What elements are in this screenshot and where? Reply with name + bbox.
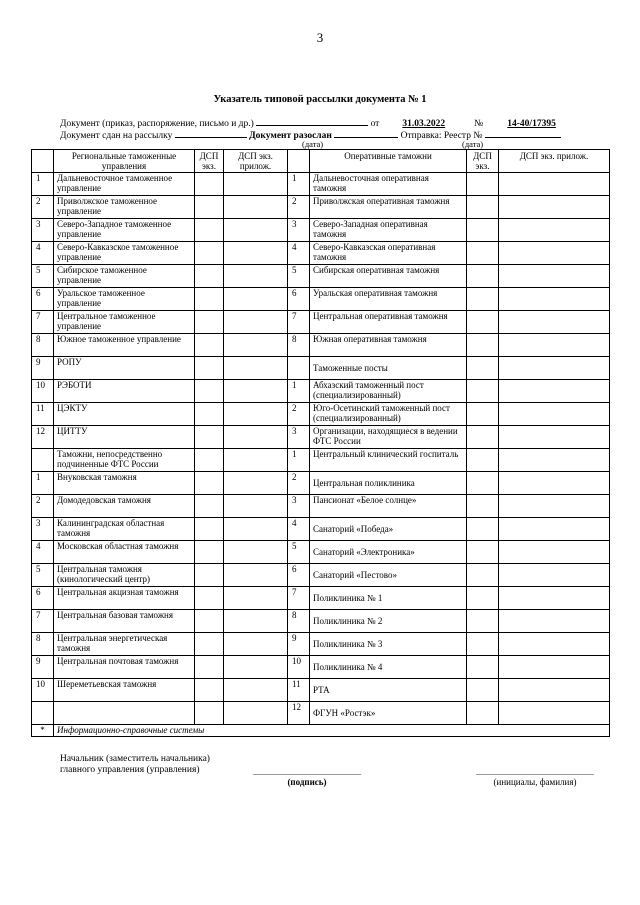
row-number-right: 10: [288, 656, 310, 679]
regional-unit-name: Центральная таможня (кинологический центр): [54, 564, 195, 587]
operational-unit-name: Пансионат «Белое солнце»: [310, 495, 467, 518]
regional-unit-name: Сибирское таможенное управление: [54, 265, 195, 288]
signer-title-line2: главного управления (управления): [60, 765, 200, 775]
table-row: [32, 495, 610, 518]
row-number-left: 10: [32, 380, 54, 403]
header-dsp-copies-2: ДСП экз.: [467, 150, 499, 173]
row-number-right: 11: [288, 679, 310, 702]
dsp-copies-cell: [195, 656, 224, 679]
row-number-right: 6: [288, 288, 310, 311]
dsp-copies-cell-2: [467, 219, 499, 242]
row-number-left: 9: [32, 357, 54, 380]
row-number-right: 6: [288, 564, 310, 587]
dsp-attachments-cell-2: [499, 541, 610, 564]
operational-unit-name: Санаторий «Электроника»: [310, 541, 467, 564]
table-row: [32, 219, 610, 242]
initials-line: [476, 774, 594, 775]
dsp-attachments-cell: [224, 219, 288, 242]
dsp-copies-cell: [195, 173, 224, 196]
regional-unit-name: Домодедовская таможня: [54, 495, 195, 518]
regional-unit-name: Центральная почтовая таможня: [54, 656, 195, 679]
signature-line: [253, 774, 361, 775]
dsp-attachments-cell-2: [499, 380, 610, 403]
row-number-right: 1: [288, 380, 310, 403]
regional-unit-name: Калининградская областная таможня: [54, 518, 195, 541]
dsp-copies-cell: [195, 242, 224, 265]
dsp-attachments-cell-2: [499, 518, 610, 541]
row-number-left: 12: [32, 426, 54, 449]
row-number-right: 1: [288, 173, 310, 196]
header-num-left: [32, 150, 54, 173]
row-number-left: 2: [32, 196, 54, 219]
dsp-attachments-cell-2: [499, 679, 610, 702]
dsp-attachments-cell: [224, 702, 288, 725]
dsp-copies-cell: [195, 518, 224, 541]
operational-unit-name: Поликлиника № 3: [310, 633, 467, 656]
operational-unit-name: Дальневосточная оперативная таможня: [310, 173, 467, 196]
row-number-left: 1: [32, 173, 54, 196]
table-row: [32, 265, 610, 288]
row-number-left: 5: [32, 564, 54, 587]
regional-unit-name: Центральная акцизная таможня: [54, 587, 195, 610]
dsp-attachments-cell-2: [499, 702, 610, 725]
table-row: [32, 426, 610, 449]
table-row: [32, 679, 610, 702]
dsp-attachments-cell: [224, 357, 288, 380]
regional-unit-name: Приволжское таможенное управление: [54, 196, 195, 219]
dsp-attachments-cell-2: [499, 610, 610, 633]
row-number-left: [32, 449, 54, 472]
dsp-attachments-cell: [224, 311, 288, 334]
dsp-attachments-cell-2: [499, 288, 610, 311]
row-number-left: 6: [32, 587, 54, 610]
table-row: [32, 633, 610, 656]
dsp-attachments-cell: [224, 196, 288, 219]
dsp-attachments-cell: [224, 610, 288, 633]
dsp-attachments-cell: [224, 518, 288, 541]
row-number-left: 9: [32, 656, 54, 679]
dsp-copies-cell: [195, 311, 224, 334]
dsp-attachments-cell: [224, 380, 288, 403]
signature-caption: (подпись): [287, 777, 327, 787]
table-row: [32, 702, 610, 725]
row-number-left: 5: [32, 265, 54, 288]
row-number-left: 4: [32, 541, 54, 564]
row-number-left: 11: [32, 403, 54, 426]
table-row: [32, 518, 610, 541]
row-number-right: 12: [288, 702, 310, 725]
table-row: [32, 311, 610, 334]
dsp-copies-cell: [195, 587, 224, 610]
signer-title-line1: Начальник (заместитель начальника): [60, 754, 210, 764]
dsp-copies-cell: [195, 679, 224, 702]
row-number-right: 5: [288, 541, 310, 564]
dsp-attachments-cell: [224, 173, 288, 196]
table-row: [32, 541, 610, 564]
page-number: 3: [316, 30, 324, 45]
dsp-copies-cell: [195, 610, 224, 633]
dsp-attachments-cell: [224, 334, 288, 357]
operational-unit-name: Приволжская оперативная таможня: [310, 196, 467, 219]
operational-unit-name: Абхазский таможенный пост (специализированный): [310, 380, 467, 403]
dsp-attachments-cell-2: [499, 587, 610, 610]
header-dsp-attachments: ДСП экз. прилож.: [224, 150, 288, 173]
operational-unit-name: Северо-Западная оперативная таможня: [310, 219, 467, 242]
distributed-label: Документ разослан: [249, 131, 332, 141]
operational-unit-name: РТА: [310, 679, 467, 702]
row-number-left: 8: [32, 633, 54, 656]
table-row: [32, 587, 610, 610]
operational-unit-name: Юго-Осетинский таможенный пост (специализированный): [310, 403, 467, 426]
row-number-right: 8: [288, 334, 310, 357]
dsp-attachments-cell-2: [499, 196, 610, 219]
dsp-copies-cell-2: [467, 334, 499, 357]
operational-unit-name: Центральная поликлиника: [310, 472, 467, 495]
dsp-copies-cell: [195, 196, 224, 219]
dsp-copies-cell-2: [467, 288, 499, 311]
row-number-right: 3: [288, 495, 310, 518]
from-label: от: [370, 119, 380, 129]
dsp-attachments-cell: [224, 265, 288, 288]
row-number-left: 1: [32, 472, 54, 495]
dsp-copies-cell: [195, 564, 224, 587]
regional-unit-name: Московская областная таможня: [54, 541, 195, 564]
dsp-copies-cell: [195, 265, 224, 288]
dsp-attachments-cell: [224, 587, 288, 610]
row-number-left: [32, 702, 54, 725]
row-number-left: 4: [32, 242, 54, 265]
dsp-copies-cell-2: [467, 633, 499, 656]
dsp-attachments-cell-2: [499, 242, 610, 265]
row-number-right: 3: [288, 219, 310, 242]
dsp-copies-cell-2: [467, 679, 499, 702]
table-row: [32, 288, 610, 311]
row-number-right: 2: [288, 196, 310, 219]
operational-unit-name: Санаторий «Победа»: [310, 518, 467, 541]
header-dsp-copies: ДСП экз.: [195, 150, 224, 173]
row-number-right: 3: [288, 426, 310, 449]
table-row: [32, 196, 610, 219]
dsp-copies-cell: [195, 449, 224, 472]
doc-number: 14-40/17395: [507, 119, 556, 129]
dsp-copies-cell-2: [467, 541, 499, 564]
dsp-copies-cell-2: [467, 472, 499, 495]
dsp-copies-cell-2: [467, 242, 499, 265]
dsp-attachments-cell-2: [499, 334, 610, 357]
doc-date: 31.03.2022: [402, 119, 446, 129]
doc-type-label: Документ (приказ, распоряжение, письмо и др.): [60, 119, 254, 129]
registry-number-blank: [485, 128, 561, 138]
dsp-attachments-cell: [224, 403, 288, 426]
table-header-row: [32, 150, 610, 173]
dsp-copies-cell-2: [467, 702, 499, 725]
dsp-attachments-cell: [224, 472, 288, 495]
dsp-attachments-cell: [224, 679, 288, 702]
row-number-left: 3: [32, 518, 54, 541]
operational-unit-name: Центральный клинический госпиталь: [310, 449, 467, 472]
dsp-copies-cell-2: [467, 357, 499, 380]
row-number-right: 8: [288, 610, 310, 633]
dsp-copies-cell: [195, 495, 224, 518]
dsp-copies-cell-2: [467, 587, 499, 610]
regional-unit-name: Центральная базовая таможня: [54, 610, 195, 633]
regional-unit-name: Шереметьевская таможня: [54, 679, 195, 702]
dsp-attachments-cell-2: [499, 403, 610, 426]
dsp-attachments-cell: [224, 564, 288, 587]
dsp-attachments-cell-2: [499, 495, 610, 518]
footnote-row: [32, 725, 610, 737]
regional-unit-name: Центральное таможенное управление: [54, 311, 195, 334]
document-title: Указатель типовой рассылки документа № 1: [213, 94, 427, 105]
dsp-copies-cell-2: [467, 173, 499, 196]
row-number-left: 8: [32, 334, 54, 357]
operational-unit-name: Поликлиника № 1: [310, 587, 467, 610]
dsp-copies-cell-2: [467, 403, 499, 426]
dsp-copies-cell: [195, 219, 224, 242]
dsp-copies-cell: [195, 541, 224, 564]
dsp-attachments-cell: [224, 449, 288, 472]
dsp-copies-cell-2: [467, 610, 499, 633]
row-number-right: 1: [288, 449, 310, 472]
regional-unit-name: Таможни, непосредственно подчиненные ФТС России: [54, 449, 195, 472]
distributed-date-blank: [334, 128, 398, 138]
regional-unit-name: ЦИТТУ: [54, 426, 195, 449]
operational-unit-name: Поликлиника № 2: [310, 610, 467, 633]
header-num-right: [288, 150, 310, 173]
dsp-attachments-cell-2: [499, 173, 610, 196]
operational-unit-name: ФГУН «Ростэк»: [310, 702, 467, 725]
date-caption-1: (дата): [302, 139, 324, 149]
regional-unit-name: Внуковская таможня: [54, 472, 195, 495]
operational-unit-name: Северо-Кавказская оперативная таможня: [310, 242, 467, 265]
dsp-attachments-cell-2: [499, 472, 610, 495]
dsp-copies-cell-2: [467, 426, 499, 449]
sent-label: Документ сдан на рассылку: [60, 131, 173, 141]
dsp-attachments-cell: [224, 426, 288, 449]
dsp-attachments-cell-2: [499, 219, 610, 242]
initials-caption: (инициалы, фамилия): [493, 777, 577, 787]
operational-unit-name: Организации, находящиеся в ведении ФТС России: [310, 426, 467, 449]
dsp-copies-cell-2: [467, 564, 499, 587]
dsp-copies-cell: [195, 702, 224, 725]
dsp-attachments-cell-2: [499, 426, 610, 449]
dsp-attachments-cell: [224, 633, 288, 656]
dsp-attachments-cell: [224, 288, 288, 311]
row-number-right: 2: [288, 403, 310, 426]
footnote-mark: *: [32, 725, 54, 737]
dsp-copies-cell: [195, 472, 224, 495]
dsp-attachments-cell-2: [499, 564, 610, 587]
table-row: [32, 380, 610, 403]
dsp-copies-cell: [195, 288, 224, 311]
row-number-left: 3: [32, 219, 54, 242]
row-number-left: 6: [32, 288, 54, 311]
dsp-attachments-cell-2: [499, 449, 610, 472]
dsp-copies-cell-2: [467, 449, 499, 472]
dsp-attachments-cell-2: [499, 633, 610, 656]
regional-unit-name: РОПУ: [54, 357, 195, 380]
row-number-left: 7: [32, 311, 54, 334]
regional-unit-name: РЭБОТИ: [54, 380, 195, 403]
dsp-copies-cell: [195, 357, 224, 380]
dsp-attachments-cell-2: [499, 265, 610, 288]
row-number-right: 2: [288, 472, 310, 495]
operational-unit-name: Уральская оперативная таможня: [310, 288, 467, 311]
dsp-attachments-cell-2: [499, 311, 610, 334]
table-row: [32, 656, 610, 679]
dsp-copies-cell-2: [467, 380, 499, 403]
dsp-copies-cell: [195, 403, 224, 426]
header-dsp-attachments-2: ДСП экз. прилож.: [499, 150, 610, 173]
operational-unit-name: Санаторий «Пестово»: [310, 564, 467, 587]
dsp-copies-cell: [195, 426, 224, 449]
table-row: [32, 357, 610, 380]
row-number-right: 4: [288, 242, 310, 265]
table-row: [32, 564, 610, 587]
table-row: [32, 173, 610, 196]
dsp-attachments-cell: [224, 656, 288, 679]
dsp-attachments-cell: [224, 495, 288, 518]
dsp-attachments-cell: [224, 541, 288, 564]
row-number-right: 7: [288, 311, 310, 334]
operational-unit-name: Центральная оперативная таможня: [310, 311, 467, 334]
footnote-text: Информационно-справочные системы: [54, 725, 610, 737]
regional-unit-name: Южное таможенное управление: [54, 334, 195, 357]
row-number-right: 9: [288, 633, 310, 656]
regional-unit-name: Северо-Западное таможенное управление: [54, 219, 195, 242]
dsp-attachments-cell-2: [499, 357, 610, 380]
table-row: [32, 334, 610, 357]
date-caption-2: (дата): [462, 139, 484, 149]
row-number-right: [288, 357, 310, 380]
dsp-copies-cell: [195, 633, 224, 656]
dsp-attachments-cell-2: [499, 656, 610, 679]
header-regional: Региональные таможенные управления: [54, 150, 195, 173]
dsp-copies-cell: [195, 380, 224, 403]
operational-unit-name: Сибирская оперативная таможня: [310, 265, 467, 288]
regional-unit-name: Дальневосточное таможенное управление: [54, 173, 195, 196]
operational-unit-name: Южная оперативная таможня: [310, 334, 467, 357]
operational-unit-name: Таможенные посты: [310, 357, 467, 380]
row-number-left: 7: [32, 610, 54, 633]
dsp-attachments-cell: [224, 242, 288, 265]
doc-type-blank: [256, 116, 368, 126]
regional-unit-name: ЦЭКТУ: [54, 403, 195, 426]
row-number-right: 5: [288, 265, 310, 288]
regional-unit-name: Центральная энергетическая таможня: [54, 633, 195, 656]
shipping-label: Отправка: Реестр №: [400, 131, 483, 141]
row-number-left: 2: [32, 495, 54, 518]
table-row: [32, 610, 610, 633]
dsp-copies-cell-2: [467, 518, 499, 541]
distribution-table: [31, 149, 610, 737]
regional-unit-name: Уральское таможенное управление: [54, 288, 195, 311]
row-number-right: 7: [288, 587, 310, 610]
regional-unit-name: Северо-Кавказское таможенное управление: [54, 242, 195, 265]
dsp-copies-cell-2: [467, 265, 499, 288]
dsp-copies-cell-2: [467, 495, 499, 518]
dsp-copies-cell: [195, 334, 224, 357]
table-row: [32, 472, 610, 495]
number-label: №: [474, 119, 484, 129]
dsp-copies-cell-2: [467, 656, 499, 679]
operational-unit-name: Поликлиника № 4: [310, 656, 467, 679]
dsp-copies-cell-2: [467, 196, 499, 219]
table-row: [32, 403, 610, 426]
row-number-right: 4: [288, 518, 310, 541]
table-row: [32, 242, 610, 265]
row-number-left: 10: [32, 679, 54, 702]
header-operational: Оперативные таможни: [310, 150, 467, 173]
sent-date-blank: [175, 128, 247, 138]
dsp-copies-cell-2: [467, 311, 499, 334]
table-row: [32, 449, 610, 472]
regional-unit-name: [54, 702, 195, 725]
